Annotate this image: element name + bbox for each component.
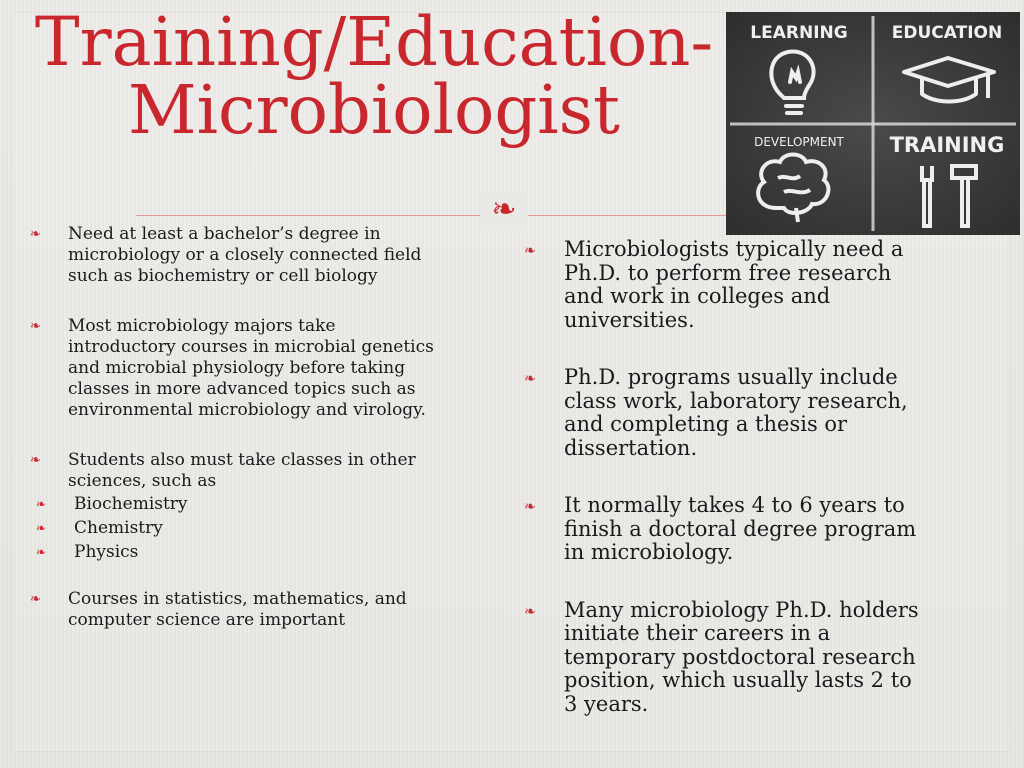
list-item: [522, 494, 922, 565]
sub-list-item: [28, 518, 448, 539]
bullet-icon: ❧: [30, 592, 41, 607]
right-column: [522, 238, 922, 750]
list-item: [522, 599, 922, 717]
title-line-2: Microbiologist: [128, 71, 620, 149]
bullet-icon: ❧: [36, 497, 47, 511]
list-item-text: Need at least a bachelor’s degree in microbiology or a closely connected field such as biochemistry or cell biology: [68, 224, 422, 286]
title-line-1: Training/Education-: [34, 3, 714, 81]
sub-list: [28, 494, 448, 563]
sub-list-item: [28, 494, 448, 515]
chalkboard-graphic: [726, 12, 1020, 235]
bullet-icon: ❧: [524, 371, 536, 387]
list-item-text: Ph.D. programs usually include class work, laboratory research, and completing a thesis or dissertation.: [564, 365, 908, 460]
sub-item-text: Biochemistry: [74, 494, 188, 514]
list-item-text: Microbiologists typically need a Ph.D. to perform free research and work in colleges and universities.: [564, 237, 904, 332]
chalkboard-image: [726, 12, 1020, 235]
list-item-text: Students also must take classes in other sciences, such as: [68, 450, 416, 491]
bullet-icon: ❧: [524, 243, 536, 259]
bullet-icon: ❧: [30, 319, 41, 334]
photo-label-development: DEVELOPMENT: [754, 135, 844, 149]
list-item: [28, 224, 448, 287]
photo-label-learning: LEARNING: [750, 23, 848, 43]
photo-label-training: TRAINING: [889, 133, 1005, 157]
slide-title: [24, 3, 724, 149]
list-item: [28, 589, 448, 631]
title-divider: [136, 215, 736, 216]
bullet-icon: ❧: [524, 499, 536, 515]
sub-list-item: [28, 542, 448, 563]
bullet-icon: ❧: [30, 227, 41, 242]
bullet-icon: ❧: [524, 603, 536, 620]
bullet-icon: ❧: [36, 521, 47, 535]
list-item: [28, 450, 448, 492]
list-item-text: Most microbiology majors take introductory courses in microbial genetics and microbial physiology before taking classes in more advanced topics such as environmental microbiology and virology.: [68, 316, 434, 420]
ornament-icon: ❧: [480, 192, 528, 228]
list-item: [522, 238, 922, 332]
sub-item-text: Physics: [74, 542, 139, 562]
bullet-icon: ❧: [30, 453, 41, 468]
list-item-text: Many microbiology Ph.D. holders initiate their careers in a temporary postdoctoral research position, which usually lasts 2 to 3 years.: [564, 597, 919, 716]
list-item: [522, 366, 922, 460]
bullet-icon: ❧: [36, 545, 47, 559]
list-item: [28, 316, 448, 421]
left-column: [28, 224, 448, 660]
photo-label-education: EDUCATION: [891, 23, 1003, 43]
list-item-text: It normally takes 4 to 6 years to finish a doctoral degree program in microbiology.: [564, 493, 917, 564]
list-item-text: Courses in statistics, mathematics, and computer science are important: [68, 589, 407, 630]
sub-item-text: Chemistry: [74, 518, 163, 538]
